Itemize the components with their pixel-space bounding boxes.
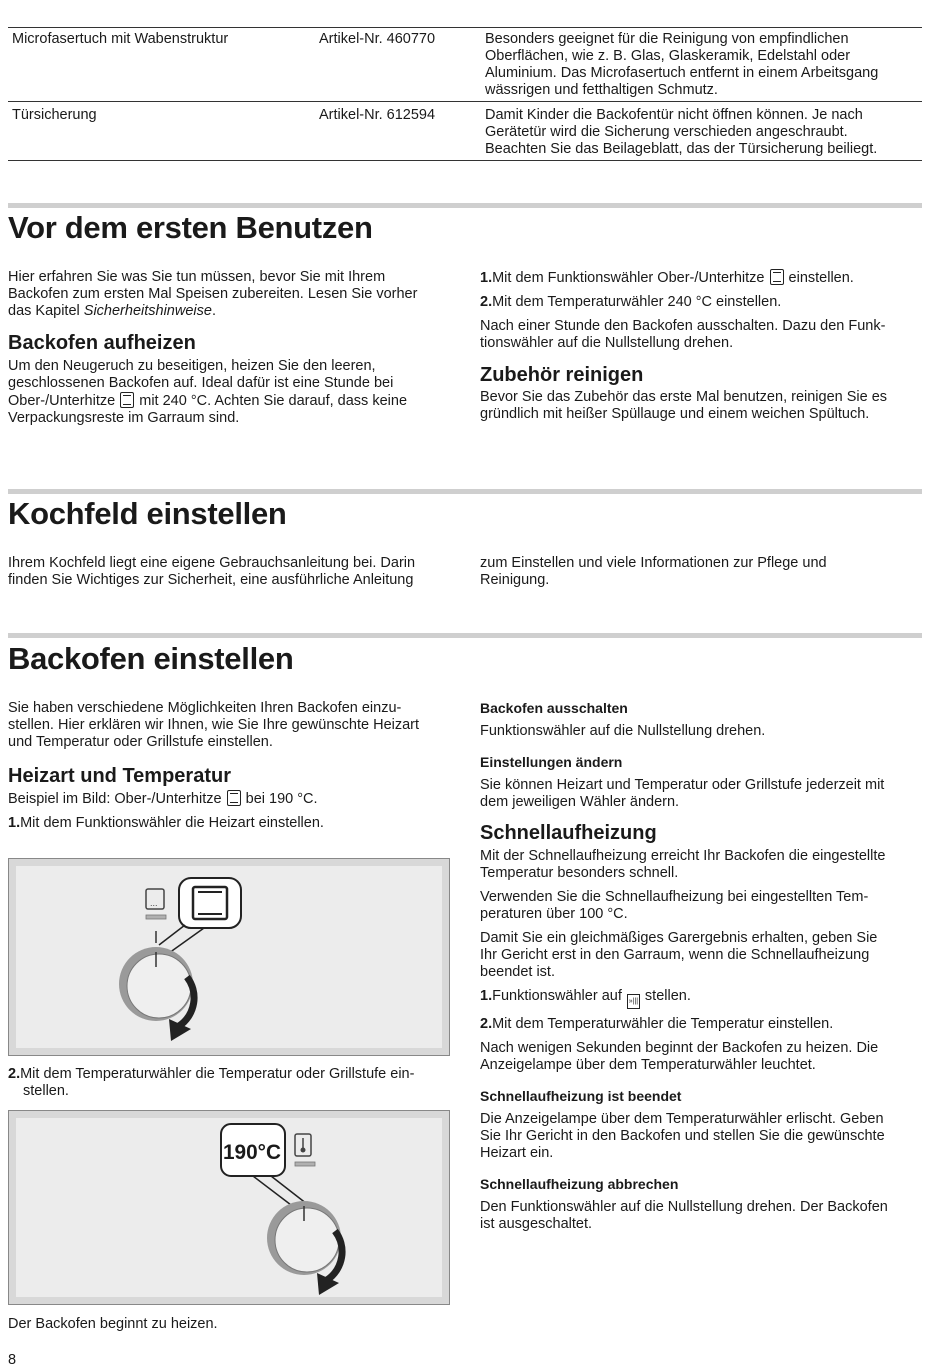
description-line: Damit Kinder die Backofentür nicht öffnen können. Je nach (485, 107, 863, 123)
step-text: Mit dem Temperaturwähler die Temperatur oder Grillstufe ein- (20, 1066, 415, 1082)
function-selector-drawing (9, 859, 451, 1057)
description-line: Beachten Sie das Beilageblatt, das der Türsicherung beiliegt. (485, 141, 878, 157)
step-number: 2. (8, 1066, 21, 1082)
step-number: 2. (480, 1016, 493, 1032)
table-cell-name: Microfasertuch mit Wabenstruktur (12, 31, 229, 47)
intro-line (8, 303, 458, 320)
indicator-bar (295, 1162, 315, 1166)
step-number: 1. (480, 270, 493, 286)
body-line: Ihrem Kochfeld liegt eine eigene Gebrauchsanleitung bei. Darin (8, 555, 416, 571)
body-line: Nach wenigen Sekunden beginnt der Backofen zu heizen. Die (480, 1040, 879, 1056)
description-line: Oberflächen, wie z. B. Glas, Glaskeramik, Edelstahl oder (485, 48, 851, 64)
indicator-bar (146, 915, 166, 919)
body-line: Verwenden Sie die Schnellaufheizung bei eingestellten Tem- (480, 889, 869, 905)
step-text: stellen. (23, 1083, 69, 1099)
top-bottom-heat-icon (227, 790, 241, 806)
table-cell-description (485, 31, 922, 99)
callout-pointer (159, 925, 185, 945)
body-line: und Temperatur oder Grillstufe einstellen. (8, 734, 273, 750)
body-line (8, 392, 458, 410)
table-cell-article: Artikel-Nr. 460770 (319, 31, 436, 47)
thermometer-bulb (301, 1148, 306, 1153)
subheading-fast-preheat-finished: Schnellaufheizung ist beendet (480, 1088, 682, 1104)
body-line: Sie haben verschiedene Möglichkeiten Ihren Backofen einzu- (8, 700, 402, 716)
temperature-display: 190°C (223, 1141, 281, 1164)
top-bottom-heat-icon (770, 269, 784, 285)
section-divider (8, 489, 922, 494)
body-line: Heizart ein. (480, 1145, 554, 1161)
callout-pointer (253, 1176, 295, 1208)
step-item (8, 815, 458, 832)
first-use-left-column (8, 269, 458, 427)
body-line: finden Sie Wichtiges zur Sicherheit, eine ausführliche Anleitung (8, 572, 414, 588)
subheading-heating-mode: Heizart und Temperatur (8, 765, 231, 787)
table-row (8, 102, 922, 161)
body-line: Die Anzeigelampe über dem Temperaturwähler erlischt. Geben (480, 1111, 884, 1127)
body-line: Anzeigelampe über dem Temperaturwähler leuchtet. (480, 1057, 816, 1073)
description-line: Aluminium. Das Microfasertuch entfernt in einem Arbeitsgang (485, 65, 879, 81)
body-line: Funktionswähler auf die Nullstellung drehen. (480, 723, 766, 739)
body-text: Beispiel im Bild: Ober-/Unterhitze (8, 791, 222, 807)
accessories-table (8, 27, 922, 161)
subheading-clean-accessories: Zubehör reinigen (480, 364, 644, 386)
description-line: Gerätetür wird die Sicherung verschieden angeschraubt. (485, 124, 848, 140)
body-line: ist ausgeschaltet. (480, 1216, 593, 1232)
step-text: Mit dem Temperaturwähler 240 °C einstellen. (492, 294, 782, 310)
callout-pointer (169, 928, 204, 953)
step-text: Funktionswähler auf (492, 988, 622, 1004)
intro-line: Backofen zum ersten Mal Speisen zubereiten. Lesen Sie vorher (8, 286, 418, 302)
description-line: Besonders geeignet für die Reinigung von empfindlichen (485, 31, 849, 47)
step-item (8, 1066, 458, 1083)
intro-text: . (211, 303, 216, 319)
body-line: Reinigung. (480, 572, 550, 588)
step-number: 2. (480, 294, 493, 310)
body-line: geschlossenen Backofen auf. Ideal dafür ist eine Stunde bei (8, 375, 394, 391)
subheading-fast-preheat-cancel: Schnellaufheizung abbrechen (480, 1176, 679, 1192)
step-text: Mit dem Temperaturwähler die Temperatur einstellen. (492, 1016, 834, 1032)
body-line: Sie Ihr Gericht in den Backofen und stellen Sie die gewünschte (480, 1128, 885, 1144)
section-title-oven-settings: Backofen einstellen (8, 641, 294, 676)
hob-right-column (480, 555, 925, 589)
body-line: beendet ist. (480, 964, 555, 980)
subheading-switch-off: Backofen ausschalten (480, 700, 628, 716)
table-cell-name: Türsicherung (12, 107, 97, 123)
body-line (8, 790, 458, 808)
section-divider (8, 203, 922, 208)
oven-settings-right-column (480, 700, 925, 1233)
step-item (480, 294, 925, 311)
oven-settings-step2 (8, 1066, 458, 1100)
description-line: wässrigen und fetthaltigen Schmutz. (485, 82, 718, 98)
body-line: zum Einstellen und viele Informationen zur Pflege und (480, 555, 827, 571)
body-line: Damit Sie ein gleichmäßiges Garergebnis erhalten, geben Sie (480, 930, 878, 946)
step-text: stellen. (644, 988, 691, 1004)
result-text: Der Backofen beginnt zu heizen. (8, 1316, 218, 1332)
intro-text: das Kapitel (8, 303, 84, 319)
body-line: tionswähler auf die Nullstellung drehen. (480, 335, 734, 351)
heating-mode-symbol-dots: ... (150, 898, 158, 908)
body-text: mit 240 °C. Achten Sie darauf, dass keine (139, 393, 408, 409)
step-number: 1. (480, 988, 493, 1004)
subheading-change-settings: Einstellungen ändern (480, 754, 623, 770)
body-line: Nach einer Stunde den Backofen ausschalten. Dazu den Funk- (480, 318, 886, 334)
body-line: gründlich mit heißer Spüllauge und einem weichen Spültuch. (480, 406, 870, 422)
hob-left-column (8, 555, 458, 589)
body-text: Ober-/Unterhitze (8, 393, 116, 409)
step-item (480, 988, 925, 1009)
temperature-selector-illustration (8, 1110, 450, 1305)
body-line: Temperatur besonders schnell. (480, 865, 679, 881)
top-bottom-heat-icon (120, 392, 134, 408)
body-line: peraturen über 100 °C. (480, 906, 628, 922)
body-line: Sie können Heizart und Temperatur oder Grillstufe jederzeit mit (480, 777, 885, 793)
step-text: Mit dem Funktionswähler Ober-/Unterhitze (492, 270, 765, 286)
first-use-right-column (480, 269, 925, 423)
zoom-callout (179, 878, 241, 928)
body-line: dem jeweiligen Wähler ändern. (480, 794, 680, 810)
subheading-fast-preheat: Schnellaufheizung (480, 822, 657, 844)
body-line: Mit der Schnellaufheizung erreicht Ihr Backofen die eingestellte (480, 848, 886, 864)
section-title-first-use: Vor dem ersten Benutzen (8, 210, 373, 245)
subheading-preheat: Backofen aufheizen (8, 332, 196, 354)
knob (275, 1208, 339, 1272)
step-item (480, 269, 925, 287)
function-selector-illustration (8, 858, 450, 1056)
table-cell-description (485, 107, 922, 158)
knob (127, 954, 191, 1018)
section-divider (8, 633, 922, 638)
chapter-reference: Sicherheitshinweise (83, 303, 212, 319)
step-item (480, 1016, 925, 1033)
step-text: Mit dem Funktionswähler die Heizart einstellen. (20, 815, 324, 831)
body-line: Verpackungsreste im Garraum sind. (8, 410, 240, 426)
section-title-hob: Kochfeld einstellen (8, 496, 287, 531)
body-text: bei 190 °C. (245, 791, 318, 807)
body-line: Ihr Gericht erst in den Garraum, wenn die Schnellaufheizung (480, 947, 870, 963)
oven-settings-left-column (8, 700, 458, 832)
body-line: Den Funktionswähler auf die Nullstellung drehen. Der Backofen (480, 1199, 888, 1215)
callout-pointer (271, 1176, 307, 1204)
intro-line: Hier erfahren Sie was Sie tun müssen, bevor Sie mit Ihrem (8, 269, 386, 285)
body-line: Um den Neugeruch zu beseitigen, heizen Sie den leeren, (8, 358, 376, 374)
fast-preheat-icon: »||| (627, 994, 640, 1009)
body-line: stellen. Hier erklären wir Ihnen, wie Sie Ihre gewünschte Heizart (8, 717, 420, 733)
step-text: einstellen. (788, 270, 854, 286)
step-number: 1. (8, 815, 21, 831)
temperature-selector-drawing (9, 1111, 451, 1306)
body-line: Bevor Sie das Zubehör das erste Mal benutzen, reinigen Sie es (480, 389, 888, 405)
page-number: 8 (8, 1352, 17, 1368)
table-cell-article: Artikel-Nr. 612594 (319, 107, 436, 123)
table-row (8, 28, 922, 102)
